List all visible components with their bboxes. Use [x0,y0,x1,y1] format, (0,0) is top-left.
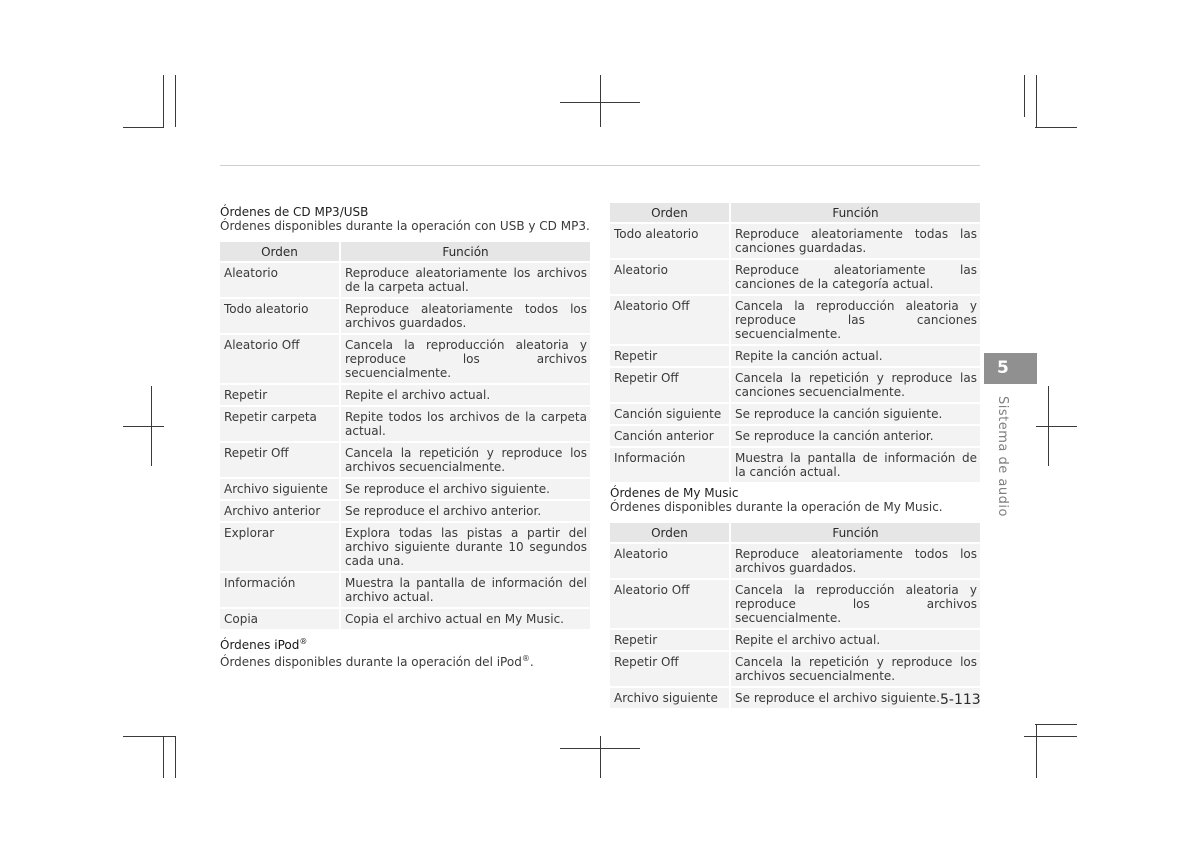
ipod-title-prefix: Órdenes [220,638,275,652]
column-header-funcion: Función [731,523,980,542]
table-ipod [610,201,980,484]
header-rule [220,165,980,166]
cell-orden: Archivo anterior [220,501,341,521]
cell-funcion: Reproduce aleatoriamente las canciones de la categoría actual. [731,260,980,294]
crop-mark [1024,736,1077,737]
section-desc-my-music: Órdenes disponibles durante la operación de My Music. [610,500,943,514]
table-my-music [610,521,980,710]
cell-funcion: Cancela la repetición y reproduce los archivos secuencialmente. [341,443,590,477]
cell-orden: Aleatorio Off [220,335,341,383]
section-title-my-music: Órdenes de My Music [610,486,739,500]
cell-orden: Todo aleatorio [220,299,341,333]
cell-orden: Repetir [610,630,731,650]
cell-orden: Canción anterior [610,426,731,446]
crop-mark [123,426,164,427]
chapter-label: Sistema de audio [995,396,1010,517]
cell-orden: Repetir Off [610,368,731,402]
table-header-row [610,203,980,222]
table-row [220,335,590,383]
table-row [610,544,980,578]
cell-orden: Repetir [610,346,731,366]
crop-mark [163,736,164,778]
crop-mark [175,75,176,127]
table-row [220,299,590,333]
crop-mark [1036,75,1037,127]
cell-orden: Aleatorio [220,263,341,297]
table-header-row [220,242,590,261]
table-row [610,224,980,258]
cell-funcion: Muestra la pantalla de información de la canción actual. [731,448,980,482]
cell-funcion: Se reproduce el archivo siguiente. [731,688,980,708]
cell-orden: Información [220,573,341,607]
crop-mark [1036,724,1037,778]
right-column [610,203,980,710]
table-row [610,630,980,650]
section-title-cd-mp3-usb: Órdenes de CD MP3/USB [220,205,369,219]
crop-mark [151,386,152,466]
crop-mark [123,736,176,737]
crop-mark [600,736,601,778]
table-row [610,426,980,446]
cell-orden: Copia [220,609,341,629]
cell-orden: Canción siguiente [610,404,731,424]
cell-funcion: Reproduce aleatoriamente todos los archivos guardados. [731,544,980,578]
table-row [220,479,590,499]
crop-mark [1048,386,1049,466]
table-row [610,296,980,344]
table-row [220,443,590,477]
section-title-ipod [220,635,590,652]
cell-funcion: Se reproduce la canción siguiente. [731,404,980,424]
section-desc-cd-mp3-usb: Órdenes disponibles durante la operación con USB y CD MP3. [220,219,590,233]
section-desc-ipod [220,652,590,669]
left-column [220,205,590,678]
page-number: 5-113 [940,692,981,708]
table-row [610,448,980,482]
table-row [610,652,980,686]
cell-funcion: Repite la canción actual. [731,346,980,366]
cell-orden: Explorar [220,523,341,571]
cell-funcion: Explora todas las pistas a partir del archivo siguiente durante 10 segundos cada una. [341,523,590,571]
cell-funcion: Repite todos los archivos de la carpeta actual. [341,407,590,441]
table-row [220,263,590,297]
table-row [610,580,980,628]
crop-mark [1035,724,1077,725]
cell-funcion: Se reproduce el archivo anterior. [341,501,590,521]
registered-mark: ® [299,637,308,646]
crop-mark [175,736,176,778]
crop-mark [600,75,601,127]
cell-funcion: Cancela la repetición y reproduce las canciones secuencialmente. [731,368,980,402]
cell-funcion: Reproduce aleatoriamente los archivos de la carpeta actual. [341,263,590,297]
cell-orden: Repetir Off [610,652,731,686]
table-row [220,407,590,441]
cell-funcion: Cancela la reproducción aleatoria y reproduce las canciones secuencialmente. [731,296,980,344]
cell-orden: Archivo siguiente [610,688,731,708]
table-row [220,385,590,405]
cell-funcion: Cancela la reproducción aleatoria y reproduce los archivos secuencialmente. [341,335,590,383]
cell-orden: Repetir Off [220,443,341,477]
ipod-desc-end: . [529,655,534,669]
table-row [220,573,590,607]
cell-funcion: Cancela la repetición y reproduce los archivos secuencialmente. [731,652,980,686]
cell-funcion: Repite el archivo actual. [731,630,980,650]
cell-orden: Repetir [220,385,341,405]
column-header-orden: Orden [610,523,731,542]
chapter-tab: 5 [984,353,1037,384]
cell-orden: Todo aleatorio [610,224,731,258]
crop-mark [123,127,164,128]
column-header-orden: Orden [610,203,731,222]
ipod-desc-text: Órdenes disponibles durante la operación del iPod [220,655,522,669]
cell-funcion: Se reproduce la canción anterior. [731,426,980,446]
table-row [220,523,590,571]
cell-orden: Repetir carpeta [220,407,341,441]
column-header-orden: Orden [220,242,341,261]
table-row [610,260,980,294]
table-row [610,404,980,424]
column-header-funcion: Función [731,203,980,222]
cell-funcion: Repite el archivo actual. [341,385,590,405]
cell-orden: Aleatorio [610,260,731,294]
cell-funcion: Reproduce aleatoriamente todos los archivos guardados. [341,299,590,333]
crop-mark [1036,426,1077,427]
cell-orden: Aleatorio Off [610,580,731,628]
table-row [610,346,980,366]
cell-funcion: Cancela la reproducción aleatoria y reproduce los archivos secuencialmente. [731,580,980,628]
cell-funcion: Se reproduce el archivo siguiente. [341,479,590,499]
table-row [220,501,590,521]
crop-mark [1035,127,1077,128]
cell-orden: Archivo siguiente [220,479,341,499]
crop-mark [1024,75,1025,117]
cell-funcion: Copia el archivo actual en My Music. [341,609,590,629]
cell-orden: Aleatorio [610,544,731,578]
column-header-funcion: Función [341,242,590,261]
cell-funcion: Muestra la pantalla de información del archivo actual. [341,573,590,607]
cell-orden: Información [610,448,731,482]
table-row [220,609,590,629]
crop-mark [163,75,164,127]
table-cd-mp3-usb [220,240,590,631]
table-header-row [610,523,980,542]
table-row [610,688,980,708]
cell-orden: Aleatorio Off [610,296,731,344]
registered-mark: ® [521,654,530,663]
ipod-title-brand: iPod [274,638,300,652]
table-row [610,368,980,402]
cell-funcion: Reproduce aleatoriamente todas las canciones guardadas. [731,224,980,258]
